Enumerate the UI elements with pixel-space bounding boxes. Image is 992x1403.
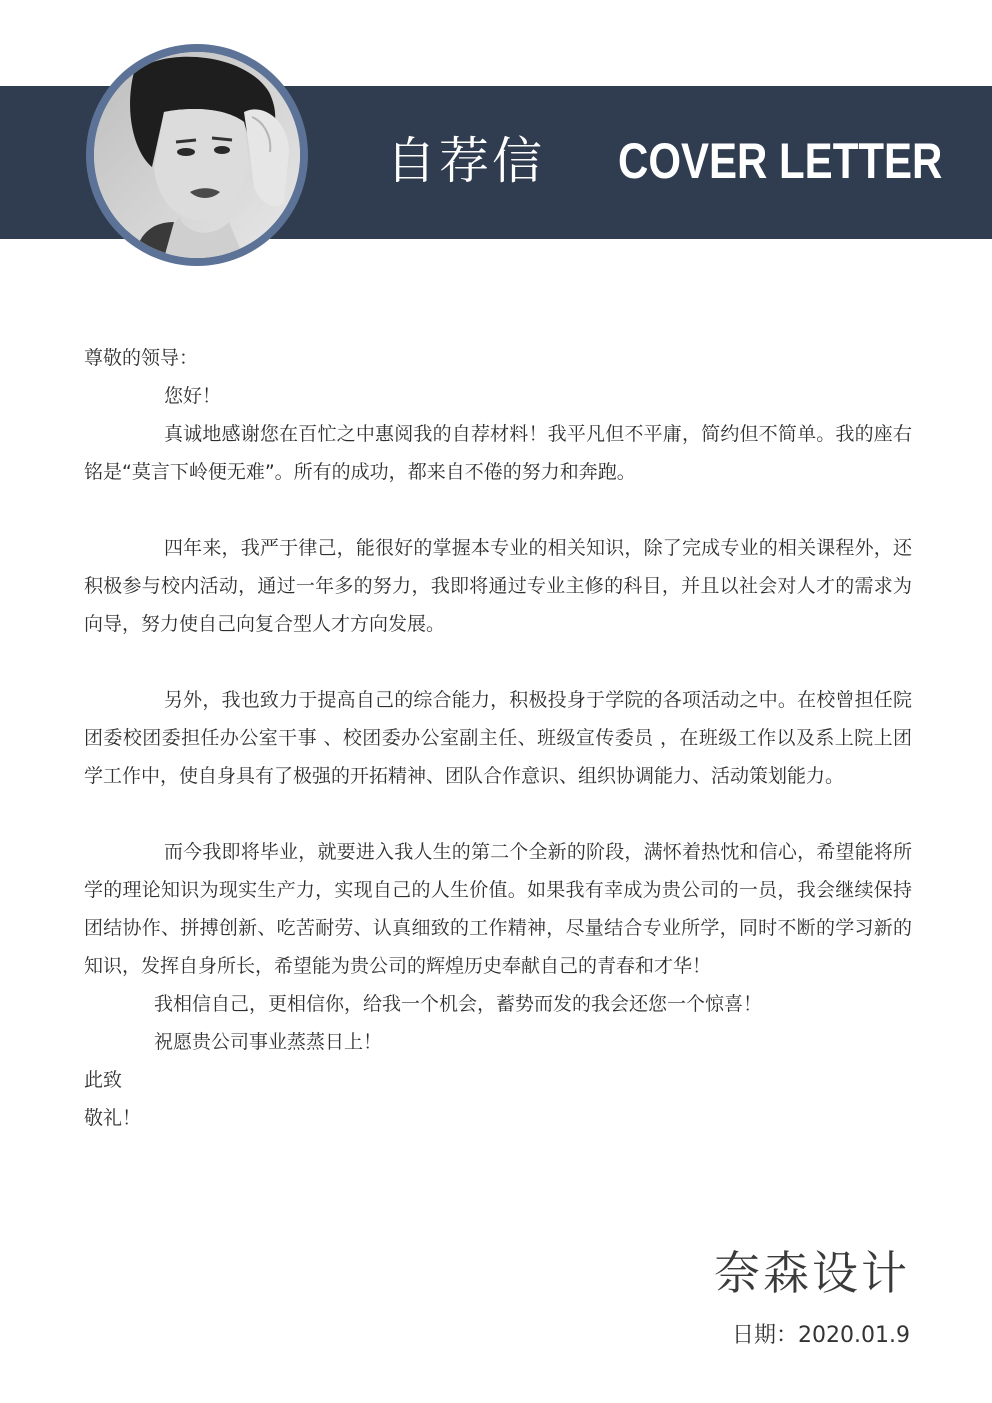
avatar-frame [86,44,308,266]
paragraph-4: 而今我即将毕业，就要进入我人生的第二个全新的阶段，满怀着热忱和信心，希望能将所学的理论知识为现实生产力，实现自己的人生价值。如果我有幸成为贵公司的一员，我会继续保持团结协作、拼搏创新、吃苦耐劳、认真细致的工作精神，尽量结合专业所学，同时不断的学习新的知识，发挥自身所长，希望能为贵公司的辉煌历史奉献自己的青春和才华！ [84,841,912,977]
avatar [94,52,300,258]
greeting: 您好！ [164,385,222,407]
paragraph-1: 真诚地感谢您在百忙之中惠阅我的自荐材料！我平凡但不平庸，简约但不简单。我的座右铭是“莫言下岭便无难”。所有的成功，都来自不倦的努力和奔跑。 [84,423,912,483]
portrait-photo-icon [94,52,300,258]
paragraph-3: 另外，我也致力于提高自己的综合能力，积极投身于学院的各项活动之中。在校曾担任院团委校团委担任办公室干事 、校团委办公室副主任、班级宣传委员 ，在班级工作以及系上院上团学工作中，使自身具有了极强的开拓精神、团队合作意识、组织协调能力、活动策划能力。 [84,689,912,787]
salutation: 尊敬的领导： [84,347,199,369]
letter-body [84,339,912,1137]
paragraph-2: 四年来，我严于律己，能很好的掌握本专业的相关知识，除了完成专业的相关课程外，还积极参与校内活动，通过一年多的努力，我即将通过专业主修的科目，并且以社会对人才的需求为向导，努力使自己向复合型人才方向发展。 [84,537,912,635]
sign-off-2: 敬礼！ [84,1107,142,1129]
page-title: 自荐信 [386,132,545,190]
date: 日期：2020.01.9 [732,1323,910,1348]
closing-line-2: 祝愿贵公司事业蒸蒸日上！ [154,1031,383,1053]
closing-line-1: 我相信自己，更相信你，给我一个机会，蓄势而发的我会还您一个惊喜！ [154,993,763,1015]
signature: 奈森设计 [714,1246,910,1300]
sign-off-1: 此致 [84,1069,123,1091]
page-title-english: COVER LETTER [618,133,943,189]
